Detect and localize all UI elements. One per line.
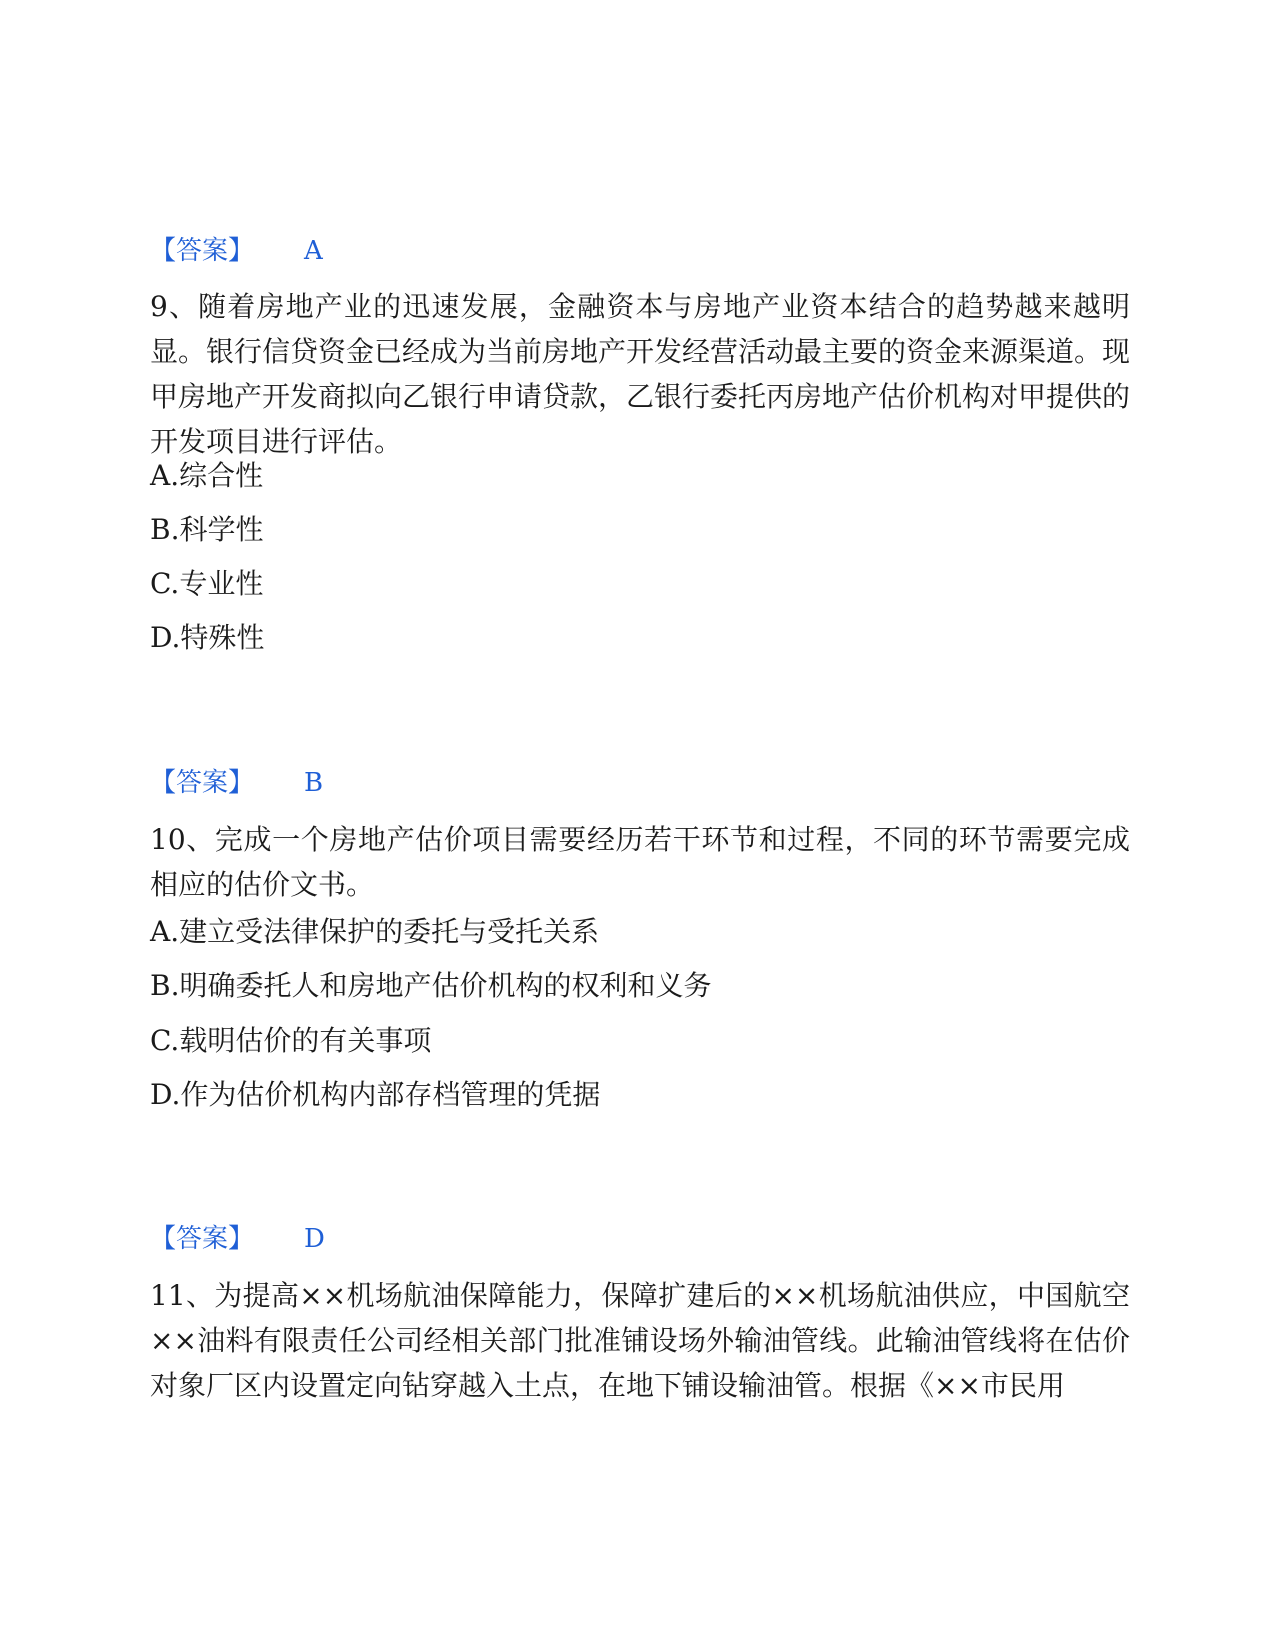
answer-label: 【答案】 bbox=[150, 236, 255, 266]
answer-block bbox=[150, 1222, 325, 1256]
answer-value: B bbox=[304, 768, 324, 798]
answer-label: 【答案】 bbox=[150, 1224, 255, 1254]
question-text: 9、随着房地产业的迅速发展，金融资本与房地产业资本结合的趋势越来越明显。银行信贷资金已经成为当前房地产开发经营活动最主要的资金来源渠道。现甲房地产开发商拟向乙银行申请贷款，乙银行委托丙房地产估价机构对甲提供的开发项目进行评估。 bbox=[150, 290, 1131, 458]
answer-label: 【答案】 bbox=[150, 768, 255, 798]
answer-block bbox=[150, 234, 323, 268]
answer-value: A bbox=[304, 236, 323, 266]
answer-block bbox=[150, 766, 323, 800]
question-option: A.综合性 bbox=[150, 459, 264, 492]
question-option: D.特殊性 bbox=[150, 621, 265, 654]
question-option: C.专业性 bbox=[150, 567, 264, 600]
question-option: D.作为估价机构内部存档管理的凭据 bbox=[150, 1078, 601, 1111]
question-option: C.载明估价的有关事项 bbox=[150, 1024, 432, 1057]
question-text: 10、完成一个房地产估价项目需要经历若干环节和过程，不同的环节需要完成相应的估价文书。 bbox=[150, 823, 1130, 901]
question-option: B.科学性 bbox=[150, 513, 264, 546]
question-text: 11、为提高××机场航油保障能力，保障扩建后的××机场航油供应，中国航空××油料有限责任公司经相关部门批准铺设场外输油管线。此输油管线将在估价对象厂区内设置定向钻穿越入土点，在地下铺设输油管。根据《××市民用 bbox=[150, 1279, 1130, 1402]
question-option: A.建立受法律保护的委托与受托关系 bbox=[150, 915, 600, 948]
answer-value: D bbox=[304, 1224, 325, 1254]
question-option: B.明确委托人和房地产估价机构的权利和义务 bbox=[150, 969, 712, 1002]
